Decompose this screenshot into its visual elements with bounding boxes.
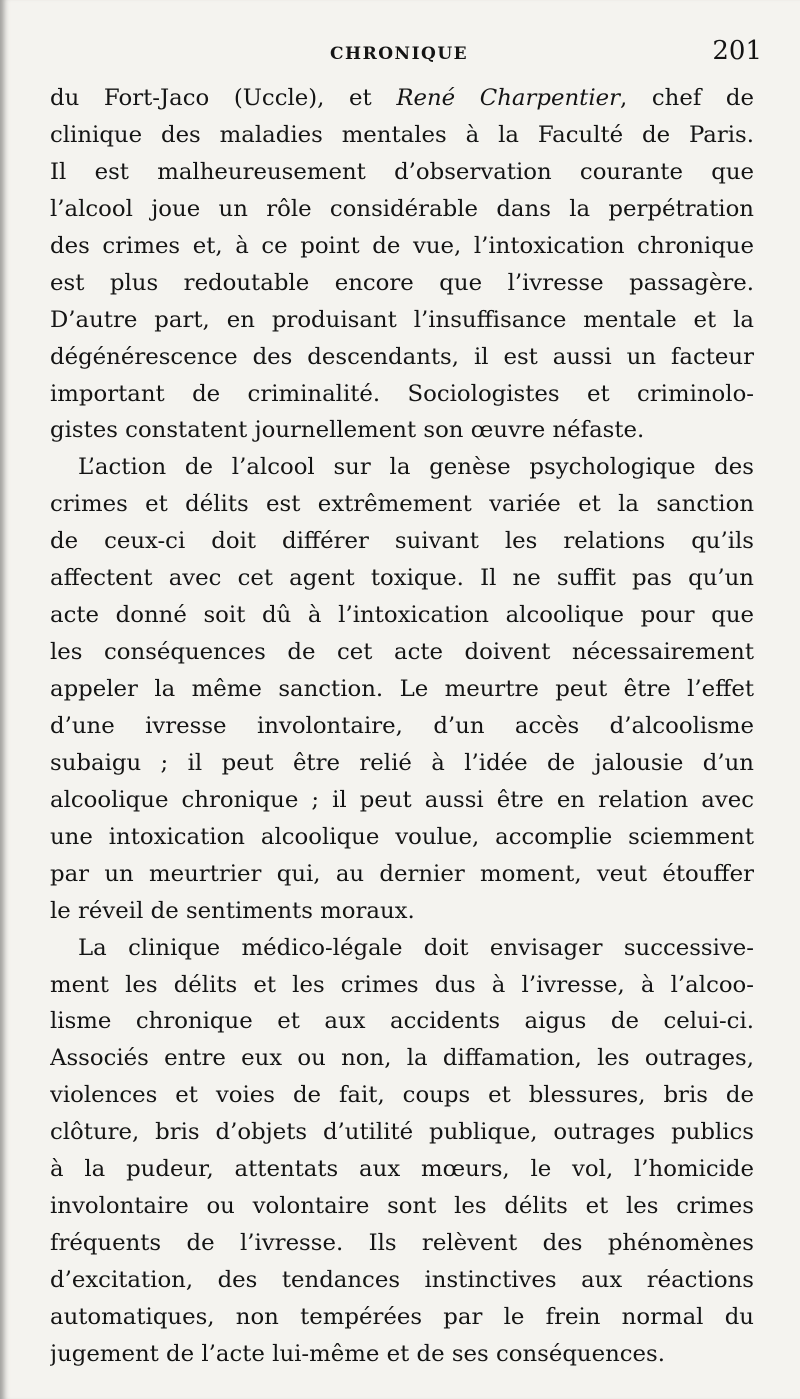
text-segment: D’autre part, en produisant l’insuffisance mentale et la xyxy=(50,306,754,333)
paragraph xyxy=(50,930,754,1373)
text-segment: alcoolique chronique ; il peut aussi être en relation avec xyxy=(50,786,754,813)
text-line xyxy=(50,671,754,708)
text-segment: violences et voies de fait, coups et blessures, bris de xyxy=(50,1082,754,1109)
text-segment: de ceux-ci doit différer suivant les relations qu’ils xyxy=(50,528,754,555)
text-line xyxy=(50,1040,754,1077)
text-line xyxy=(50,893,754,930)
text-segment: L’action de l’alcool sur la genèse psychologique des xyxy=(78,454,754,481)
paragraph xyxy=(50,449,754,929)
text-line xyxy=(50,967,754,1004)
text-line xyxy=(50,597,754,634)
text-segment: involontaire ou volontaire sont les délits et les crimes xyxy=(50,1193,754,1220)
text-segment: Il est malheureusement d’observation courante que xyxy=(50,158,754,185)
text-line xyxy=(50,1003,754,1040)
text-segment: automatiques, non tempérées par le frein normal du xyxy=(50,1303,754,1330)
text-segment: une intoxication alcoolique voulue, accomplie sciemment xyxy=(50,823,754,850)
text-segment: à la pudeur, attentats aux mœurs, le vol, l’homicide xyxy=(50,1156,754,1183)
text-segment: jugement de l’acte lui-même et de ses conséquences. xyxy=(50,1340,665,1367)
text-segment: important de criminalité. Sociologistes et criminolo- xyxy=(50,380,754,407)
page-number: 201 xyxy=(712,36,762,66)
text-line xyxy=(50,80,754,117)
italic-name: René Charpentier xyxy=(396,85,621,111)
text-segment: par un meurtrier qui, au dernier moment, veut étouffer xyxy=(50,860,754,887)
text-line xyxy=(50,1188,754,1225)
text-segment: lisme chronique et aux accidents aigus de celui-ci. xyxy=(50,1008,754,1035)
text-line xyxy=(50,302,754,339)
text-line xyxy=(50,560,754,597)
text-line xyxy=(50,486,754,523)
text-segment: La clinique médico-légale doit envisager successive- xyxy=(78,934,754,961)
text-line xyxy=(50,412,754,449)
text-line xyxy=(50,523,754,560)
text-line xyxy=(50,1262,754,1299)
text-segment: clôture, bris d’objets d’utilité publique, outrages publics xyxy=(50,1119,754,1146)
text-line xyxy=(50,1225,754,1262)
text-segment: acte donné soit dû à l’intoxication alcoolique pour que xyxy=(50,602,754,629)
text-segment: ment les délits et les crimes dus à l’ivresse, à l’alcoo- xyxy=(50,971,754,998)
text-line xyxy=(50,117,754,154)
text-segment: clinique des maladies mentales à la Faculté de Paris. xyxy=(50,121,754,148)
text-line xyxy=(50,1151,754,1188)
text-line xyxy=(50,819,754,856)
running-title: CHRONIQUE xyxy=(330,44,469,64)
text-line xyxy=(50,449,754,486)
text-line xyxy=(50,339,754,376)
text-line xyxy=(50,708,754,745)
text-line xyxy=(50,376,754,413)
paragraph xyxy=(50,80,754,449)
text-segment: dégénérescence des descendants, il est aussi un facteur xyxy=(50,343,754,370)
text-segment: est plus redoutable encore que l’ivresse passagère. xyxy=(50,269,754,296)
text-segment: les conséquences de cet acte doivent nécessairement xyxy=(50,639,754,666)
text-segment: crimes et délits est extrêmement variée et la sanction xyxy=(50,491,754,518)
text-line xyxy=(50,856,754,893)
text-segment: appeler la même sanction. Le meurtre peut être l’effet xyxy=(50,676,754,702)
text-line xyxy=(50,1336,754,1373)
text-line xyxy=(50,782,754,819)
text-segment: d’une ivresse involontaire, d’un accès d’alcoolisme xyxy=(50,712,754,739)
text-line xyxy=(50,634,754,671)
text-segment: des crimes et, à ce point de vue, l’intoxication chronique xyxy=(50,232,754,259)
text-line xyxy=(50,1114,754,1151)
text-segment: Associés entre eux ou non, la diffamation, les outrages, xyxy=(50,1045,754,1072)
text-line xyxy=(50,1299,754,1336)
running-head xyxy=(0,36,800,76)
text-body xyxy=(50,80,754,1373)
text-segment: du Fort-Jaco (Uccle), et xyxy=(50,85,397,111)
text-line xyxy=(50,265,754,302)
text-segment: fréquents de l’ivresse. Ils relèvent des phénomènes xyxy=(50,1230,754,1257)
text-segment: , chef de xyxy=(620,85,754,111)
text-line xyxy=(50,191,754,228)
text-segment: subaigu ; il peut être relié à l’idée de jalousie d’un xyxy=(50,749,754,776)
text-segment: affectent avec cet agent toxique. Il ne suffit pas qu’un xyxy=(50,565,754,592)
text-line xyxy=(50,1077,754,1114)
text-line xyxy=(50,228,754,265)
text-segment: gistes constatent journellement son œuvre néfaste. xyxy=(50,417,645,444)
text-line xyxy=(50,930,754,967)
text-segment: d’excitation, des tendances instinctives aux réactions xyxy=(50,1267,754,1293)
text-segment: l’alcool joue un rôle considérable dans la perpétration xyxy=(50,195,754,222)
text-line xyxy=(50,154,754,191)
text-segment: le réveil de sentiments moraux. xyxy=(50,897,415,924)
text-line xyxy=(50,745,754,782)
